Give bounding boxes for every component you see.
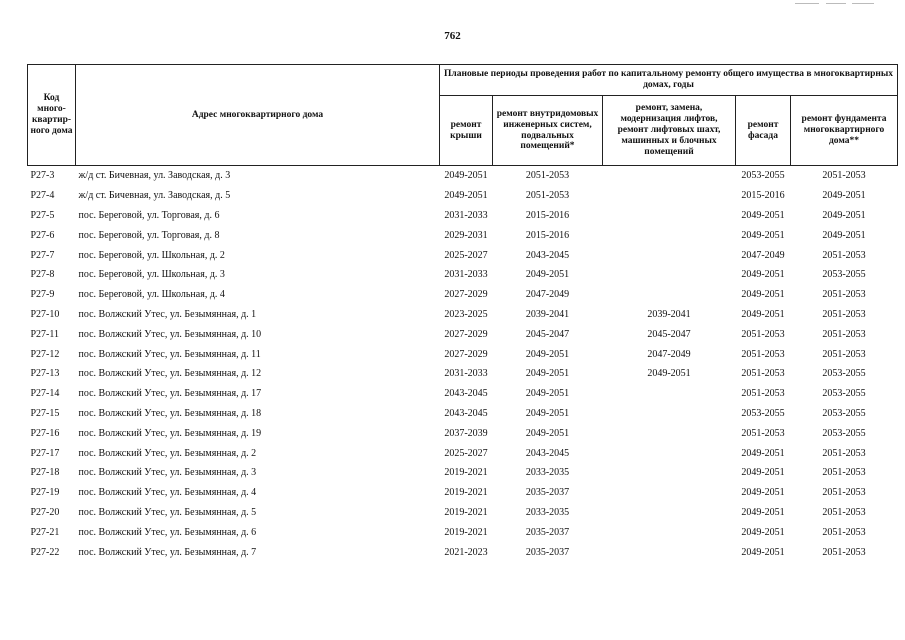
cell-elevators (603, 166, 736, 186)
table-row (28, 265, 898, 285)
cell-foundation: 2051-2053 (822, 447, 866, 459)
cell-elevators (603, 542, 736, 562)
cell-roof: 2019-2021 (444, 526, 488, 538)
cell-code: Р27-17 (30, 447, 60, 459)
table-row (28, 305, 898, 325)
cell-address: пос. Волжский Утес, ул. Безымянная, д. 4 (78, 487, 257, 499)
cell-roof: 2025-2027 (444, 447, 488, 459)
cell-code: Р27-21 (30, 526, 60, 538)
cell-code: Р27-9 (30, 289, 55, 301)
cell-foundation: 2051-2053 (822, 328, 866, 340)
table-row (28, 404, 898, 424)
cell-facade: 2049-2051 (741, 308, 785, 320)
cell-facade: 2051-2053 (741, 328, 785, 340)
cell-roof: 2043-2045 (444, 388, 488, 400)
cell-address: пос. Волжский Утес, ул. Безымянная, д. 11 (78, 348, 261, 360)
scan-mark (852, 3, 874, 4)
cell-foundation: 2049-2051 (822, 209, 866, 221)
cell-code: Р27-3 (30, 170, 55, 182)
cell-facade: 2049-2051 (741, 506, 785, 518)
cell-address: пос. Береговой, ул. Торговая, д. 8 (78, 229, 220, 241)
cell-foundation: 2051-2053 (822, 487, 866, 499)
table-row (28, 483, 898, 503)
cell-address: пос. Волжский Утес, ул. Безымянная, д. 6 (78, 526, 257, 538)
table-body (28, 166, 898, 562)
cell-facade: 2051-2053 (741, 427, 785, 439)
table-row (28, 423, 898, 443)
cell-elevators (603, 443, 736, 463)
cell-facade: 2049-2051 (741, 467, 785, 479)
cell-code: Р27-4 (30, 190, 55, 202)
cell-facade: 2049-2051 (741, 269, 785, 281)
table-row (28, 443, 898, 463)
scan-mark (795, 3, 819, 4)
cell-elevators: 2047-2049 (647, 348, 691, 360)
cell-address: пос. Береговой, ул. Школьная, д. 2 (78, 249, 225, 261)
table-row (28, 245, 898, 265)
table-row (28, 186, 898, 206)
cell-code: Р27-6 (30, 229, 55, 241)
cell-elevators (603, 225, 736, 245)
cell-facade: 2049-2051 (741, 526, 785, 538)
cell-engineering: 2043-2045 (525, 249, 570, 261)
cell-facade: 2049-2051 (741, 447, 785, 459)
cell-code: Р27-11 (30, 328, 60, 340)
table-row (28, 285, 898, 305)
cell-code: Р27-14 (30, 388, 60, 400)
cell-engineering: 2035-2037 (525, 546, 570, 558)
cell-engineering: 2049-2051 (525, 407, 570, 419)
cell-elevators (603, 285, 736, 305)
cell-facade: 2049-2051 (741, 487, 785, 499)
cell-elevators (603, 503, 736, 523)
cell-roof: 2027-2029 (444, 348, 488, 360)
cell-code: Р27-16 (30, 427, 60, 439)
table-row (28, 344, 898, 364)
cell-engineering: 2049-2051 (525, 269, 570, 281)
cell-roof: 2043-2045 (444, 407, 488, 419)
cell-facade: 2049-2051 (741, 229, 785, 241)
cell-address: пос. Волжский Утес, ул. Безымянная, д. 17 (78, 388, 262, 400)
header-facade: ремонт фасада (736, 96, 791, 166)
cell-foundation: 2051-2053 (822, 308, 866, 320)
cell-address: пос. Волжский Утес, ул. Безымянная, д. 5 (78, 506, 257, 518)
cell-code: Р27-5 (30, 209, 55, 221)
cell-roof: 2027-2029 (444, 289, 488, 301)
cell-facade: 2051-2053 (741, 368, 785, 380)
cell-foundation: 2053-2055 (822, 427, 866, 439)
cell-address: пос. Волжский Утес, ул. Безымянная, д. 10 (78, 328, 262, 340)
cell-engineering: 2049-2051 (525, 348, 570, 360)
cell-roof: 2027-2029 (444, 328, 488, 340)
cell-address: пос. Береговой, ул. Школьная, д. 3 (78, 269, 225, 281)
header-address: Адрес многоквартирного дома (76, 65, 440, 166)
cell-elevators (603, 245, 736, 265)
header-elevators: ремонт, замена, модернизация лифтов, ремонт лифтовых шахт, машинных и блочных помещений (603, 96, 736, 166)
cell-elevators (603, 265, 736, 285)
cell-engineering: 2049-2051 (525, 427, 570, 439)
cell-foundation: 2049-2051 (822, 229, 866, 241)
cell-foundation: 2051-2053 (822, 249, 866, 261)
header-roof: ремонт крыши (440, 96, 493, 166)
cell-foundation: 2053-2055 (822, 388, 866, 400)
table-row (28, 384, 898, 404)
cell-elevators: 2039-2041 (647, 308, 691, 320)
cell-code: Р27-19 (30, 487, 60, 499)
cell-address: ж/д ст. Бичевная, ул. Заводская, д. 3 (78, 170, 231, 182)
cell-foundation: 2051-2053 (822, 526, 866, 538)
cell-code: Р27-10 (30, 308, 60, 320)
cell-roof: 2049-2051 (444, 170, 488, 182)
cell-foundation: 2051-2053 (822, 170, 866, 182)
cell-engineering: 2035-2037 (525, 487, 570, 499)
cell-address: пос. Волжский Утес, ул. Безымянная, д. 1 (78, 308, 257, 320)
table-row (28, 542, 898, 562)
cell-elevators (603, 483, 736, 503)
cell-roof: 2049-2051 (444, 190, 488, 202)
cell-address: пос. Волжский Утес, ул. Безымянная, д. 19 (78, 427, 262, 439)
cell-engineering: 2039-2041 (525, 308, 570, 320)
cell-facade: 2049-2051 (741, 209, 785, 221)
cell-address: пос. Волжский Утес, ул. Безымянная, д. 18 (78, 407, 262, 419)
cell-engineering: 2043-2045 (525, 447, 570, 459)
cell-code: Р27-13 (30, 368, 60, 380)
cell-facade: 2053-2055 (741, 407, 785, 419)
cell-engineering: 2035-2037 (525, 526, 570, 538)
cell-foundation: 2051-2053 (822, 289, 866, 301)
cell-code: Р27-20 (30, 506, 60, 518)
cell-foundation: 2051-2053 (822, 348, 866, 360)
cell-foundation: 2053-2055 (822, 269, 866, 281)
cell-roof: 2021-2023 (444, 546, 488, 558)
cell-engineering: 2015-2016 (525, 229, 570, 241)
cell-elevators (603, 186, 736, 206)
cell-code: Р27-8 (30, 269, 55, 281)
table-row (28, 225, 898, 245)
cell-foundation: 2053-2055 (822, 407, 866, 419)
cell-elevators (603, 404, 736, 424)
cell-foundation: 2051-2053 (822, 467, 866, 479)
cell-foundation: 2049-2051 (822, 190, 866, 202)
cell-elevators (603, 384, 736, 404)
page-number: 762 (444, 30, 461, 42)
cell-code: Р27-22 (30, 546, 60, 558)
cell-foundation: 2051-2053 (822, 546, 866, 558)
cell-address: пос. Волжский Утес, ул. Безымянная, д. 7 (78, 546, 257, 558)
cell-roof: 2025-2027 (444, 249, 488, 261)
table-row (28, 364, 898, 384)
cell-engineering: 2049-2051 (525, 388, 570, 400)
cell-engineering: 2033-2035 (525, 467, 570, 479)
cell-engineering: 2047-2049 (525, 289, 570, 301)
table-row (28, 503, 898, 523)
cell-facade: 2049-2051 (741, 546, 785, 558)
cell-roof: 2029-2031 (444, 229, 488, 241)
cell-address: пос. Волжский Утес, ул. Безымянная, д. 3 (78, 467, 257, 479)
cell-address: пос. Береговой, ул. Торговая, д. 6 (78, 209, 220, 221)
header-foundation: ремонт фундамента многоквартирного дома** (791, 96, 898, 166)
cell-address: пос. Береговой, ул. Школьная, д. 4 (78, 289, 225, 301)
cell-address: пос. Волжский Утес, ул. Безымянная, д. 2 (78, 447, 257, 459)
cell-engineering: 2049-2051 (525, 368, 570, 380)
cell-facade: 2053-2055 (741, 170, 785, 182)
repair-schedule-table (27, 64, 898, 562)
cell-code: Р27-12 (30, 348, 60, 360)
cell-address: ж/д ст. Бичевная, ул. Заводская, д. 5 (78, 190, 231, 202)
cell-engineering: 2051-2053 (525, 190, 570, 202)
cell-elevators (603, 463, 736, 483)
cell-elevators (603, 522, 736, 542)
header-engineering: ремонт внутридомовых инженерных систем, подвальных помещений* (493, 96, 603, 166)
table-row (28, 522, 898, 542)
cell-engineering: 2051-2053 (525, 170, 570, 182)
cell-code: Р27-18 (30, 467, 60, 479)
cell-foundation: 2051-2053 (822, 506, 866, 518)
cell-roof: 2031-2033 (444, 269, 488, 281)
cell-roof: 2019-2021 (444, 487, 488, 499)
cell-facade: 2051-2053 (741, 348, 785, 360)
cell-elevators (603, 206, 736, 226)
cell-roof: 2031-2033 (444, 209, 488, 221)
table-row (28, 324, 898, 344)
table-row (28, 463, 898, 483)
cell-roof: 2037-2039 (444, 427, 488, 439)
cell-elevators (603, 423, 736, 443)
cell-engineering: 2045-2047 (525, 328, 570, 340)
cell-engineering: 2015-2016 (525, 209, 570, 221)
header-code: Код много-квартир-ного дома (28, 65, 76, 166)
table-row (28, 166, 898, 186)
cell-facade: 2047-2049 (741, 249, 785, 261)
cell-elevators: 2049-2051 (647, 368, 691, 380)
cell-address: пос. Волжский Утес, ул. Безымянная, д. 12 (78, 368, 262, 380)
cell-facade: 2051-2053 (741, 388, 785, 400)
cell-roof: 2031-2033 (444, 368, 488, 380)
table-row (28, 206, 898, 226)
cell-roof: 2019-2021 (444, 506, 488, 518)
cell-foundation: 2053-2055 (822, 368, 866, 380)
cell-roof: 2023-2025 (444, 308, 488, 320)
cell-code: Р27-7 (30, 249, 55, 261)
cell-facade: 2049-2051 (741, 289, 785, 301)
header-periods-title: Плановые периоды проведения работ по капитальному ремонту общего имущества в многоквартирных домах, годы (440, 65, 898, 96)
cell-facade: 2015-2016 (741, 190, 785, 202)
cell-elevators: 2045-2047 (647, 328, 691, 340)
scan-mark (826, 3, 846, 4)
cell-code: Р27-15 (30, 407, 60, 419)
cell-roof: 2019-2021 (444, 467, 488, 479)
cell-engineering: 2033-2035 (525, 506, 570, 518)
